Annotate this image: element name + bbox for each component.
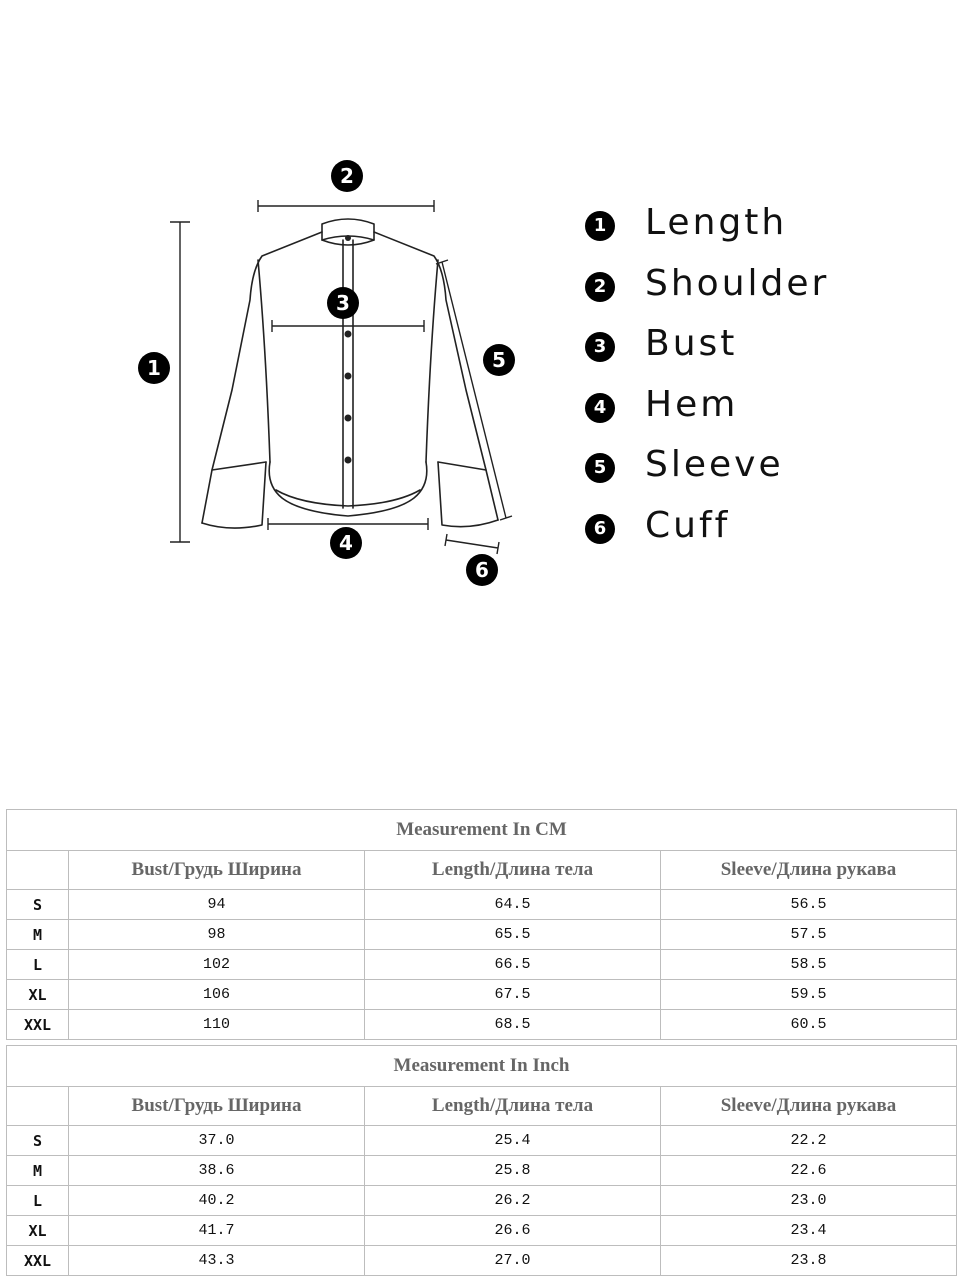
length-cell: 27.0 bbox=[365, 1246, 661, 1276]
length-cell: 25.4 bbox=[365, 1126, 661, 1156]
table-row bbox=[7, 980, 957, 1010]
legend-number: 4 bbox=[585, 393, 615, 423]
size-table-cm bbox=[6, 809, 957, 1040]
bust-cell: 38.6 bbox=[69, 1156, 365, 1186]
marker-5-text: 5 bbox=[492, 348, 506, 372]
marker-6 bbox=[466, 554, 498, 586]
table-row bbox=[7, 920, 957, 950]
shirt-buttons bbox=[345, 235, 352, 464]
header-sleeve: Sleeve/Длина рукава bbox=[661, 1087, 957, 1126]
length-cell: 66.5 bbox=[365, 950, 661, 980]
sleeve-cell: 23.4 bbox=[661, 1216, 957, 1246]
header-length: Length/Длина тела bbox=[365, 1087, 661, 1126]
table-row bbox=[7, 1010, 957, 1040]
marker-4 bbox=[330, 527, 362, 559]
table-title: Measurement In CM bbox=[7, 810, 957, 851]
marker-6-text: 6 bbox=[475, 558, 489, 582]
size-cell: L bbox=[7, 950, 69, 980]
bust-cell: 43.3 bbox=[69, 1246, 365, 1276]
sleeve-cell: 56.5 bbox=[661, 890, 957, 920]
legend-label: Bust bbox=[645, 323, 738, 364]
bust-cell: 110 bbox=[69, 1010, 365, 1040]
table-title: Measurement In Inch bbox=[7, 1046, 957, 1087]
length-cell: 26.2 bbox=[365, 1186, 661, 1216]
sleeve-cell: 60.5 bbox=[661, 1010, 957, 1040]
marker-1 bbox=[138, 352, 170, 384]
marker-2-text: 2 bbox=[340, 164, 354, 188]
size-table-inch bbox=[6, 1045, 957, 1276]
legend-number: 3 bbox=[585, 332, 615, 362]
legend-number: 5 bbox=[585, 453, 615, 483]
size-cell: L bbox=[7, 1186, 69, 1216]
sleeve-cell: 22.2 bbox=[661, 1126, 957, 1156]
length-cell: 65.5 bbox=[365, 920, 661, 950]
header-size bbox=[7, 1087, 69, 1126]
table-row bbox=[7, 1246, 957, 1276]
size-cell: M bbox=[7, 920, 69, 950]
table-row bbox=[7, 890, 957, 920]
size-cell: XXL bbox=[7, 1246, 69, 1276]
legend-label: Sleeve bbox=[645, 444, 784, 485]
bust-cell: 94 bbox=[69, 890, 365, 920]
length-cell: 67.5 bbox=[365, 980, 661, 1010]
legend-label: Cuff bbox=[645, 504, 731, 546]
marker-4-text: 4 bbox=[339, 531, 353, 555]
table-row bbox=[7, 1216, 957, 1246]
legend-number: 2 bbox=[585, 272, 615, 302]
marker-3 bbox=[327, 287, 359, 319]
length-cell: 64.5 bbox=[365, 890, 661, 920]
size-cell: XXL bbox=[7, 1010, 69, 1040]
sleeve-cell: 23.8 bbox=[661, 1246, 957, 1276]
bust-cell: 41.7 bbox=[69, 1216, 365, 1246]
table-row bbox=[7, 1156, 957, 1186]
bust-cell: 102 bbox=[69, 950, 365, 980]
length-cell: 25.8 bbox=[365, 1156, 661, 1186]
bust-cell: 40.2 bbox=[69, 1186, 365, 1216]
sleeve-cell: 58.5 bbox=[661, 950, 957, 980]
bust-cell: 106 bbox=[69, 980, 365, 1010]
header-bust: Bust/Грудь Ширина bbox=[69, 1087, 365, 1126]
sleeve-cell: 57.5 bbox=[661, 920, 957, 950]
marker-1-text: 1 bbox=[147, 356, 161, 380]
header-sleeve: Sleeve/Длина рукава bbox=[661, 851, 957, 890]
legend-number: 1 bbox=[585, 211, 615, 241]
bust-cell: 98 bbox=[69, 920, 365, 950]
table-row bbox=[7, 1126, 957, 1156]
size-cell: M bbox=[7, 1156, 69, 1186]
size-cell: XL bbox=[7, 1216, 69, 1246]
marker-3-text: 3 bbox=[336, 291, 350, 315]
length-cell: 26.6 bbox=[365, 1216, 661, 1246]
table-row bbox=[7, 950, 957, 980]
legend-label: Hem bbox=[645, 383, 739, 425]
marker-2 bbox=[331, 160, 363, 192]
sleeve-cell: 22.6 bbox=[661, 1156, 957, 1186]
length-cell: 68.5 bbox=[365, 1010, 661, 1040]
bust-cell: 37.0 bbox=[69, 1126, 365, 1156]
marker-5 bbox=[483, 344, 515, 376]
legend-label: Length bbox=[645, 202, 788, 243]
sleeve-cell: 59.5 bbox=[661, 980, 957, 1010]
size-cell: S bbox=[7, 890, 69, 920]
size-cell: S bbox=[7, 1126, 69, 1156]
legend-label: Shoulder bbox=[645, 262, 830, 304]
legend-number: 6 bbox=[585, 514, 615, 544]
measurement-lines bbox=[170, 200, 512, 554]
table-row bbox=[7, 1186, 957, 1216]
header-bust: Bust/Грудь Ширина bbox=[69, 851, 365, 890]
header-size bbox=[7, 851, 69, 890]
header-length: Length/Длина тела bbox=[365, 851, 661, 890]
sleeve-cell: 23.0 bbox=[661, 1186, 957, 1216]
size-cell: XL bbox=[7, 980, 69, 1010]
